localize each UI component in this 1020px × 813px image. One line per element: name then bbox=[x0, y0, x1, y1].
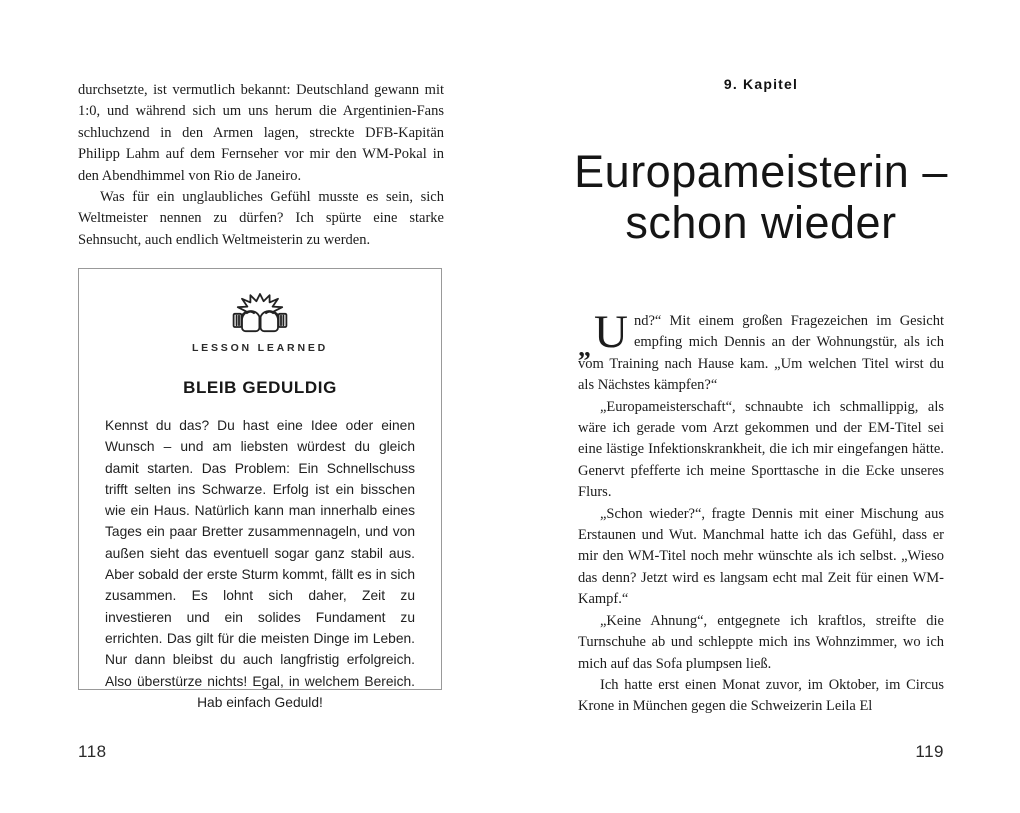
lesson-box-kicker: LESSON LEARNED bbox=[191, 342, 329, 354]
paragraph: Was für ein unglaubliches Gefühl musste es sein, sich Weltmeister nennen zu dürfen? Ich spürte eine starke Sehnsucht, auch endlich Weltmeisterin zu werden. bbox=[78, 189, 444, 248]
chapter-title-line1: Europameisterin – bbox=[574, 146, 948, 197]
paragraph-text: nd?“ Mit einem großen Fragezeichen im Gesicht empfing mich Dennis an der Wohnungstür, als ich vom Training nach Hause kam. „Um welchen Titel wirst du als Nächstes kämpfen?“ bbox=[578, 313, 944, 394]
right-page-body-text bbox=[578, 306, 944, 718]
paragraph: „Keine Ahnung“, entgegnete ich kraftlos, streifte die Turnschuhe ab und schleppte mich ins Wohnzimmer, wo ich mich auf das Sofa plumpsen ließ. bbox=[578, 612, 944, 672]
dropcap-opening-quote: „ bbox=[578, 333, 591, 362]
dropcap-letter: U bbox=[594, 306, 628, 358]
left-page-body-text bbox=[78, 80, 444, 251]
page-number-left: 118 bbox=[78, 742, 107, 761]
chapter-title bbox=[548, 146, 974, 248]
paragraph: „Schon wieder?“, fragte Dennis mit einer Mischung aus Erstaunen und Wut. Manchmal hatte ich das Gefühl, dass er mir den WM-Titel noch mehr wünschte als ich selbst. „Wieso das denn? Jetzt wird es langsam echt mal Zeit für einen WM-Kampf.“ bbox=[578, 505, 944, 608]
chapter-title-line2: schon wieder bbox=[625, 197, 897, 248]
paragraph: Ich hatte erst einen Monat zuvor, im Oktober, im Circus Krone in München gegen die Schweizerin Leila El bbox=[578, 676, 944, 715]
chapter-label: 9. Kapitel bbox=[723, 76, 799, 92]
paragraph: durchsetzte, ist vermutlich bekannt: Deutschland gewann mit 1:0, und während sich um uns herum die Argentinien-Fans schluchzend in den Armen lagen, streckte DFB-Kapitän Philipp Lahm auf dem Fernseher vor mir den WM-Pokal in den Abendhimmel von Rio de Janeiro. bbox=[78, 82, 444, 184]
lesson-box-title: BLEIB GEDULDIG bbox=[183, 378, 337, 397]
paragraph-dropcap bbox=[578, 306, 944, 397]
lesson-box-body: Kennst du das? Du hast eine Idee oder einen Wunsch – und am liebsten würdest du gleich damit starten. Das Problem: Ein Schnellschuss trifft selten ins Schwarze. Erfolg ist ein bisschen wie ein Haus. Natürlich kann man innerhalb eines Tages ein paar Bretter zusammennageln, und von außen sieht das eventuell sogar ganz stabil aus. Aber sobald der erste Sturm kommt, fällt es in sich zusammen. Es lohnt sich daher, Zeit zu investieren und ein solides Fundament zu errichten. Das gilt für die meisten Dinge im Leben. Nur dann bleibst du auch langfristig erfolgreich. Also überstürze nichts! Egal, in welchem Bereich. Hab einfach Geduld! bbox=[105, 418, 415, 710]
boxing-gloves-impact-icon bbox=[230, 293, 290, 337]
page-number-right: 119 bbox=[915, 742, 944, 761]
paragraph: „Europameisterschaft“, schnaubte ich schmallippig, als wäre ich gerade vom Arzt gekommen und der EM-Titel sei eine lästige Infektionskrankheit, die ich mir eingefangen hätte. Genervt pfefferte ich meine Sporttasche in die Ecke unseres Flurs. bbox=[578, 398, 944, 501]
lesson-learned-box bbox=[78, 268, 442, 710]
